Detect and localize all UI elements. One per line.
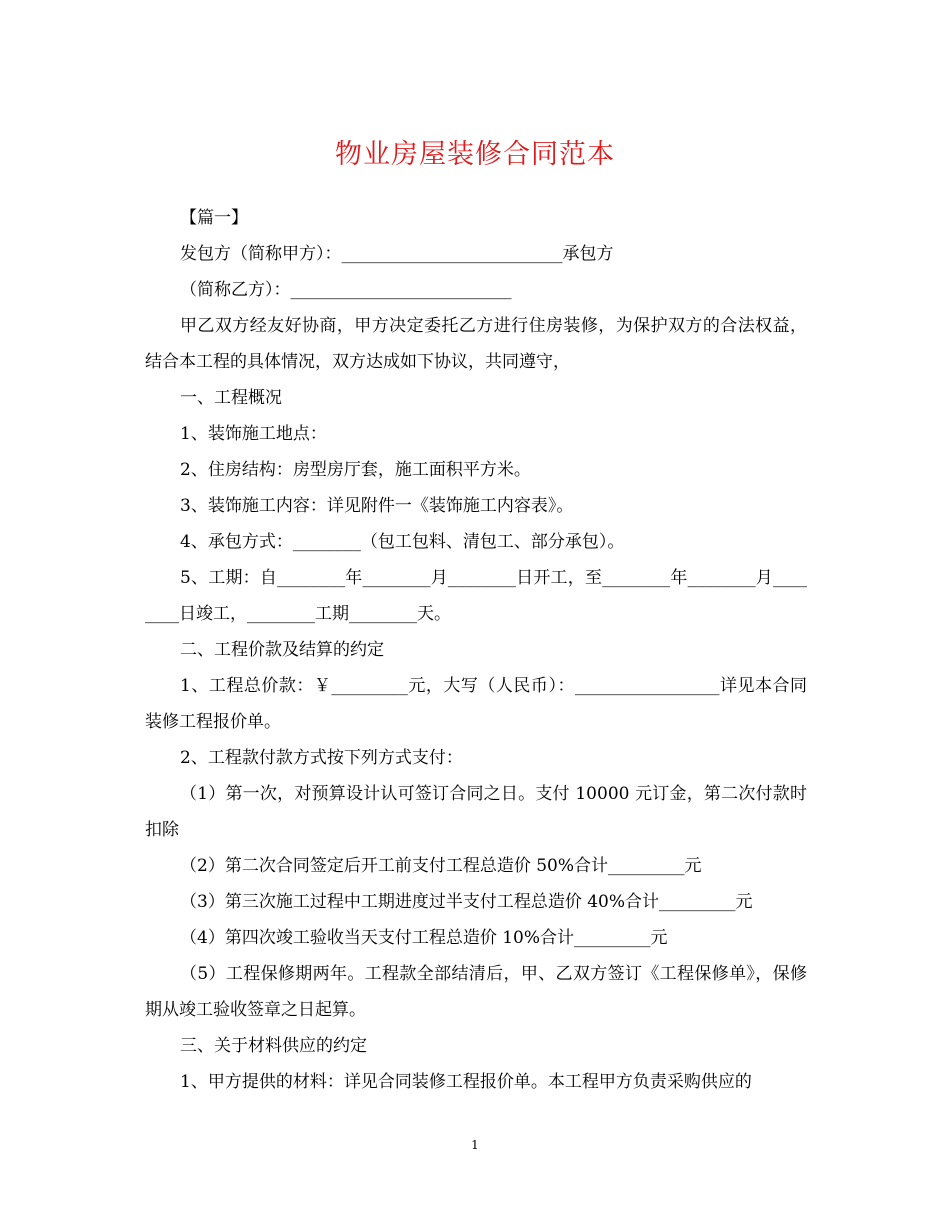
clause-materials-provided: 1、甲方提供的材料：详见合同装修工程报价单。本工程甲方负责采购供应的 [180,1072,752,1092]
section-heading-material-supply: 三、关于材料供应的约定 [180,1036,367,1056]
contract-party-a-line: 发包方（简称甲方）：__________________________承包方 [180,244,614,264]
payment-item-5: （5）工程保修期两年。工程款全部结清后，甲、乙双方签订《工程保修单》，保修期从竣工验收签章之日起算。 [145,964,807,1020]
document-title: 物业房屋装修合同范本 [335,139,615,170]
payment-item-3: （3）第三次施工过程中工期进度过半支付工程总造价 40%合计_________元 [180,892,753,912]
section-heading: 【篇一】 [180,208,248,228]
clause-construction-period: 5、工期：自________年________月________日开工，至________年________月________日竣工，________工期________天。 [145,568,807,624]
intro-paragraph: 甲乙双方经友好协商，甲方决定委托乙方进行住房装修，为保护双方的合法权益，结合本工程的具体情况，双方达成如下协议，共同遵守， [145,316,807,372]
payment-item-4: （4）第四次竣工验收当天支付工程总造价 10%合计_________元 [180,928,668,948]
clause-construction-location: 1、装饰施工地点： [180,424,327,444]
clause-housing-structure: 2、住房结构：房型房厅套，施工面积平方米。 [180,460,531,480]
clause-total-price: 1、工程总价款：￥_________元，大写（人民币）：_________________详见本合同装修工程报价单。 [145,676,807,732]
contract-party-b-line: （简称乙方）：__________________________ [180,280,512,300]
clause-payment-method: 2、工程款付款方式按下列方式支付： [180,748,463,768]
section-heading-project-overview: 一、工程概况 [180,388,282,408]
document-body [145,200,807,1100]
clause-construction-content: 3、装饰施工内容：详见附件一《装饰施工内容表》。 [180,496,574,516]
section-heading-price-settlement: 二、工程价款及结算的约定 [180,640,384,660]
page-number: 1 [471,1138,479,1152]
clause-contract-method: 4、承包方式：________（包工包料、清包工、部分承包）。 [180,532,625,552]
payment-item-2: （2）第二次合同签定后开工前支付工程总造价 50%合计_________元 [180,856,702,876]
payment-item-1: （1）第一次，对预算设计认可签订合同之日。支付 10000 元订金，第二次付款时扣除 [145,784,807,840]
